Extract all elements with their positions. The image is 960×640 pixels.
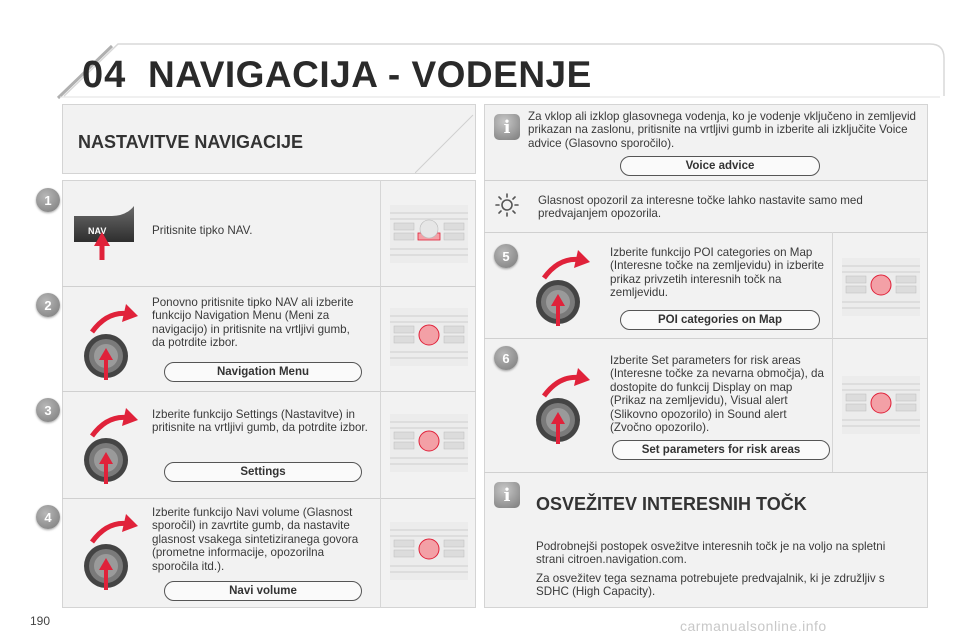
rotary-knob-icon <box>78 406 148 486</box>
separator <box>62 498 476 499</box>
step-badge-5: 5 <box>494 244 518 268</box>
step-3-text: Izberite funkcijo Settings (Nastavitve) in pritisnite na vrtljivi gumb, da potrdite izbor. <box>152 408 368 435</box>
separator <box>62 391 476 392</box>
separator <box>484 338 928 339</box>
step-4-text: Izberite funkcijo Navi volume (Glasnost sporočil) in zavrtite gumb, da nastavite glasnost vsakega sintetiziranega govora (prometne informacije, opozorilna sporočila itd.). <box>152 506 359 573</box>
voice-advice-info: Za vklop ali izklop glasovnega vodenja, ko je vodenje vključeno in zemljevid prikazan na zaslonu, pritisnite na vrtljivi gumb in izberite ali izključite Voice advice (Glasovno sporočilo). <box>528 110 916 150</box>
radio-panel-icon <box>390 414 468 472</box>
sun-icon <box>494 192 520 218</box>
rotary-knob-icon <box>530 248 600 328</box>
info-icon: i <box>494 482 520 508</box>
navi-volume-pill: Navi volume <box>164 581 362 601</box>
radio-panel-icon <box>390 522 468 580</box>
step-1-text: Pritisnite tipko NAV. <box>152 224 253 237</box>
radio-column-divider <box>380 180 381 608</box>
rotary-knob-icon <box>530 366 600 446</box>
separator <box>484 180 928 181</box>
step-badge-4: 4 <box>36 505 60 529</box>
poi-update-text-1: Podrobnejši postopek osvežitve interesnih točk je na voljo na spletni strani citroen.navigation.com. <box>536 540 886 567</box>
step-badge-1: 1 <box>36 188 60 212</box>
separator <box>484 472 928 473</box>
radio-column-divider <box>832 232 833 472</box>
page-number: 190 <box>30 614 51 628</box>
svg-text:NAV: NAV <box>88 226 107 236</box>
rotary-knob-icon <box>78 512 148 592</box>
chapter-title: NAVIGACIJA - VODENJE <box>148 54 592 95</box>
corner-decoration <box>415 105 475 175</box>
separator <box>62 286 476 287</box>
step-badge-3: 3 <box>36 398 60 422</box>
radio-panel-icon <box>842 258 920 316</box>
nav-key-icon <box>72 202 142 264</box>
section-title-poi-update: OSVEŽITEV INTERESNIH TOČK <box>536 494 807 514</box>
separator <box>484 232 928 233</box>
poi-categories-pill: POI categories on Map <box>620 310 820 330</box>
step-6-text: Izberite Set parameters for risk areas (Interesne točke za nevarna območja), da dostopite do funkcij Display on map (Prikaz na zemljevidu), Visual alert (Slikovno opozorilo) in Sound alert (Zvočno opozorilo). <box>610 354 824 435</box>
step-5-text: Izberite funkcijo POI categories on Map (Interesne točke na zemljevidu) in izberite prikaz privzetih interesnih točk na zemljevidu. <box>610 246 824 300</box>
risk-areas-pill: Set parameters for risk areas <box>612 440 830 460</box>
settings-pill: Settings <box>164 462 362 482</box>
radio-panel-icon <box>390 308 468 366</box>
step-badge-6: 6 <box>494 346 518 370</box>
info-icon: i <box>494 114 520 140</box>
section-title-settings: NASTAVITVE NAVIGACIJE <box>78 132 304 152</box>
poi-update-text-2: Za osvežitev tega seznama potrebujete predvajalnik, ki je združljiv s SDHC (High Capacity). <box>536 572 885 599</box>
step-2-text: Ponovno pritisnite tipko NAV ali izberite funkcijo Navigation Menu (Meni za navigacijo) in pritisnite na vrtljivi gumb, da potrdite izbor. <box>152 296 354 350</box>
radio-panel-icon <box>842 376 920 434</box>
navigation-menu-pill: Navigation Menu <box>164 362 362 382</box>
radio-panel-icon <box>390 205 468 263</box>
alert-volume-info: Glasnost opozoril za interesne točke lahko nastavite samo med predvajanjem opozorila. <box>538 194 863 221</box>
rotary-knob-icon <box>78 302 148 382</box>
chapter-number: 04 <box>82 54 127 96</box>
voice-advice-pill: Voice advice <box>620 156 820 176</box>
watermark: carmanualsonline.info <box>680 618 827 634</box>
step-badge-2: 2 <box>36 293 60 317</box>
